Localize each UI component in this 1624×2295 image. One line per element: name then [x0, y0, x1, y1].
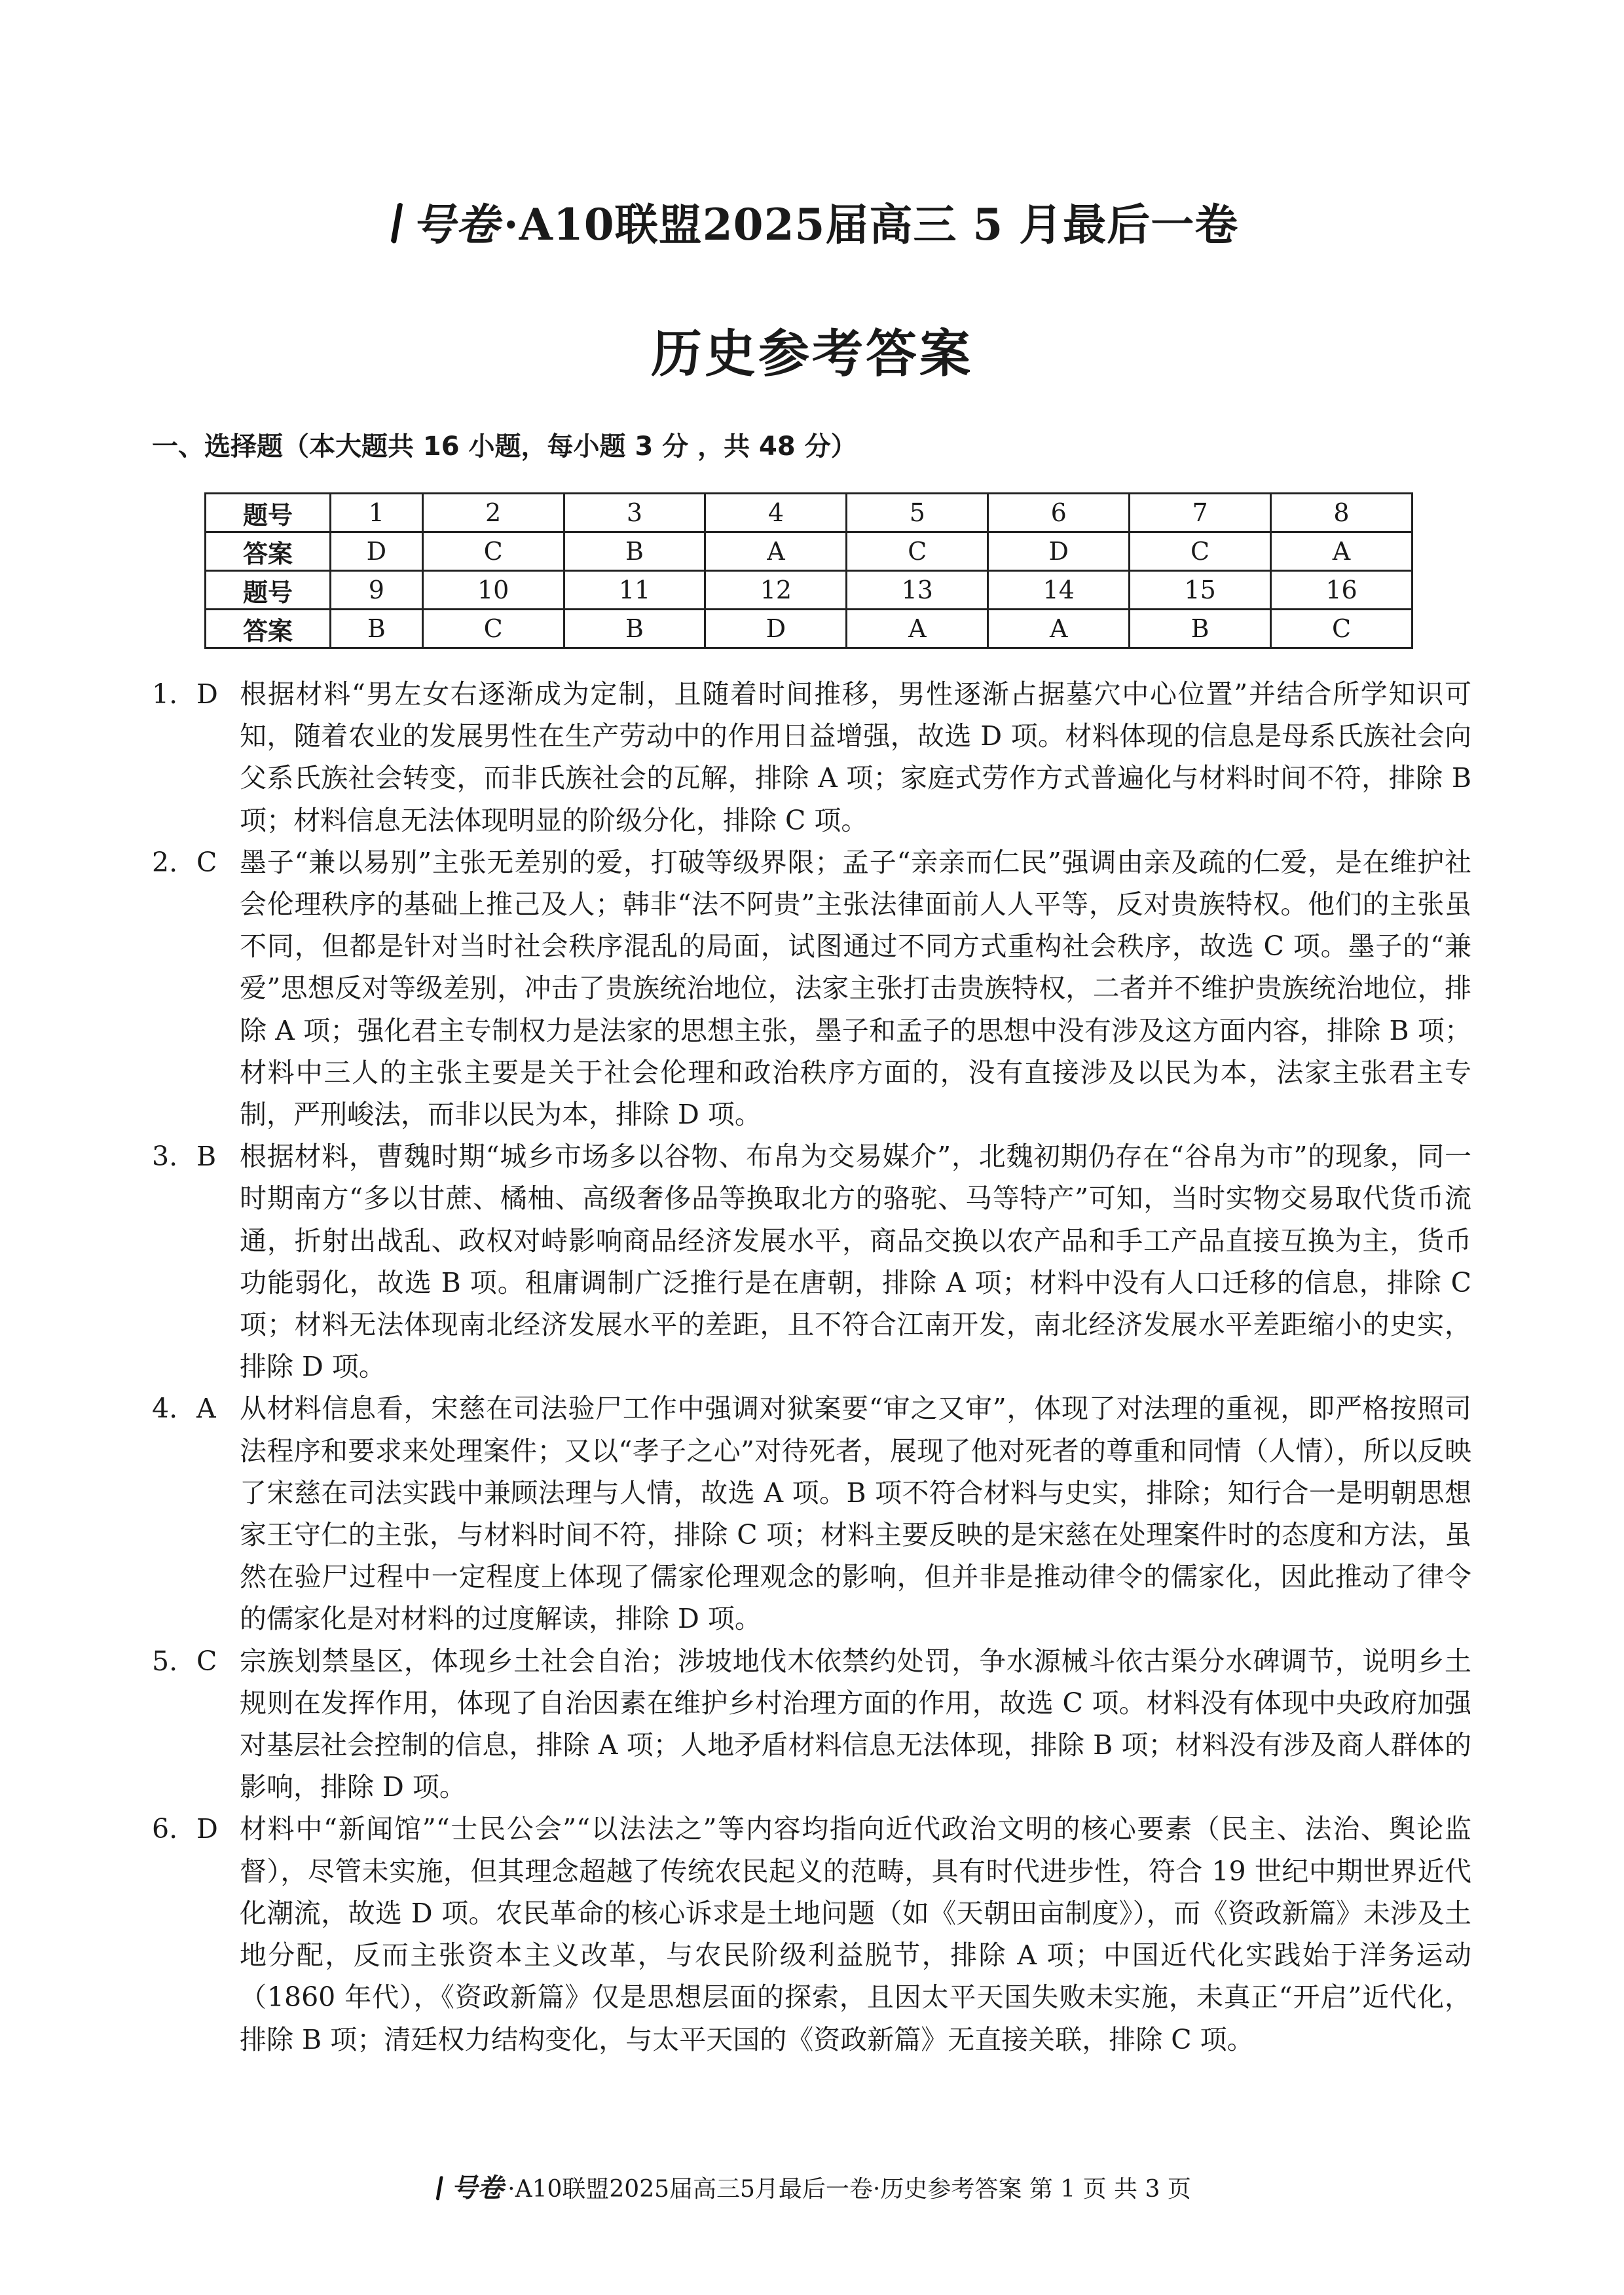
answer-cell: D — [331, 532, 423, 571]
explanation-text: 根据材料“男左女右逐渐成为定制，且随着时间推移，男性逐渐占据墓穴中心位置”并结合所学知识可知，随着农业的发展男性在生产劳动中的作用日益增强，故选 D 项。材料体现的信息是母系氏族社会向父系氏族社会转变，而非氏族社会的瓦解，排除 A 项；家庭式劳作方式普遍化与材料时间不符，排除 B 项；材料信息无法体现明显的阶级分化，排除 C 项。 — [240, 678, 1471, 836]
question-number: 5. — [152, 1645, 178, 1677]
question-number: 3. — [152, 1141, 178, 1173]
explanation-item — [152, 673, 1471, 841]
answer-cell: C — [1130, 532, 1271, 571]
explanation-text: 从材料信息看，宋慈在司法验尸工作中强调对狱案要“审之又审”，体现了对法理的重视，即严格按照司法程序和要求来处理案件；又以“孝子之心”对待死者，展现了他对死者的尊重和同情（人情），所以反映了宋慈在司法实践中兼顾法理与人情，故选 A 项。B 项不符合材料与史实，排除；知行合一是明朝思想家王守仁的主张，与材料时间不符，排除 C 项；材料主要反映的是宋慈在处理案件时的态度和方法，虽然在验尸过程中一定程度上体现了儒家伦理观念的影响，但并非是推动律令的儒家化，因此推动了律令的儒家化是对材料的过度解读，排除 D 项。 — [240, 1393, 1471, 1635]
document-title: 历史参考答案 — [650, 324, 973, 384]
explanation-text: 宗族划禁垦区，体现乡土社会自治；涉坡地伐木依禁约处罚，争水源械斗依古渠分水碑调节，说明乡土规则在发挥作用，体现了自治因素在维护乡村治理方面的作用，故选 C 项。材料没有体现中央政府加强对基层社会控制的信息，排除 A 项；人地矛盾材料信息无法体现，排除 B 项；材料没有涉及商人群体的影响，排除 D 项。 — [240, 1645, 1471, 1803]
brand-name: 号卷 — [411, 199, 500, 250]
question-number-cell: 9 — [331, 571, 423, 610]
page-footer — [0, 2167, 1624, 2208]
answer-cell: D — [988, 532, 1130, 571]
question-number-cell: 6 — [988, 494, 1130, 532]
question-number-cell: 2 — [422, 494, 564, 532]
answer-cell: A — [1271, 532, 1412, 571]
table-row-numbers-1 — [206, 494, 1412, 532]
question-number-cell: 13 — [847, 571, 988, 610]
question-number-cell: 3 — [564, 494, 705, 532]
answer-cell: D — [705, 610, 847, 648]
brand-logo-icon — [386, 200, 405, 257]
answer-cell: A — [988, 610, 1130, 648]
row-header-question: 题号 — [206, 571, 331, 610]
answer-cell: B — [331, 610, 423, 648]
explanation-text: 根据材料，曹魏时期“城乡市场多以谷物、布帛为交易媒介”，北魏初期仍存在“谷帛为市”的现象，同一时期南方“多以甘蔗、橘柚、高级奢侈品等换取北方的骆驼、马等特产”可知，当时实物交易取代货币流通，折射出战乱、政权对峙影响商品经济发展水平，商品交换以农产品和手工产品直接互换为主，货币功能弱化，故选 B 项。租庸调制广泛推行是在唐朝，排除 A 项；材料中没有人口迁移的信息，排除 C 项；材料无法体现南北经济发展水平的差距，且不符合江南开发，南北经济发展水平差距缩小的史实，排除 D 项。 — [240, 1141, 1471, 1383]
explanation-item — [152, 1387, 1471, 1640]
section-heading: 一、选择题（本大题共 16 小题，每小题 3 分 ，共 48 分） — [152, 431, 857, 462]
answer-cell: C — [847, 532, 988, 571]
explanation-item — [152, 1808, 1471, 2060]
answer-cell: B — [564, 532, 705, 571]
footer-text: ·A10联盟2025届高三5月最后一卷·历史参考答案 第 1 页 共 3 页 — [507, 2176, 1191, 2203]
question-number-cell: 12 — [705, 571, 847, 610]
question-answer: D — [196, 1813, 218, 1845]
table-row-answers-2 — [206, 610, 1412, 648]
question-answer: C — [196, 846, 217, 878]
question-number-cell: 10 — [422, 571, 564, 610]
explanation-item — [152, 1135, 1471, 1387]
question-answer: B — [196, 1141, 217, 1173]
question-number-cell: 7 — [1130, 494, 1271, 532]
question-answer: A — [196, 1393, 216, 1425]
footer-brand-name: 号卷 — [451, 2173, 504, 2203]
answer-cell: B — [564, 610, 705, 648]
brand-logo-icon — [433, 2175, 445, 2208]
row-header-answer: 答案 — [206, 610, 331, 648]
question-answer: D — [196, 678, 218, 710]
header-title: ·A10联盟2025届高三 5 月最后一卷 — [503, 199, 1239, 250]
question-number-cell: 11 — [564, 571, 705, 610]
explanations-list — [152, 673, 1471, 2061]
explanation-text: 墨子“兼以易别”主张无差别的爱，打破等级界限；孟子“亲亲而仁民”强调由亲及疏的仁爱，是在维护社会伦理秩序的基础上推己及人；韩非“法不阿贵”主张法律面前人人平等，反对贵族特权。他们的主张虽不同，但都是针对当时社会秩序混乱的局面，试图通过不同方式重构社会秩序，故选 C 项。墨子的“兼爱”思想反对等级差别，冲击了贵族统治地位，法家主张打击贵族特权，二者并不维护贵族统治地位，排除 A 项；强化君主专制权力是法家的思想主张，墨子和孟子的思想中没有涉及这方面内容，排除 B 项；材料中三人的主张主要是关于社会伦理和政治秩序方面的，没有直接涉及以民为本，法家主张君主专制，严刑峻法，而非以民为本，排除 D 项。 — [240, 846, 1471, 1131]
table-row-answers-1 — [206, 532, 1412, 571]
row-header-answer: 答案 — [206, 532, 331, 571]
answer-cell: A — [847, 610, 988, 648]
answer-cell: C — [422, 610, 564, 648]
question-number-cell: 8 — [1271, 494, 1412, 532]
explanation-text: 材料中“新闻馆”“士民公会”“以法法之”等内容均指向近代政治文明的核心要素（民主、法治、舆论监督），尽管未实施，但其理念超越了传统农民起义的范畴，具有时代进步性，符合 19 世纪中期世界近代化潮流，故选 D 项。农民革命的核心诉求是土地问题（如《天朝田亩制度》），而《资政新篇》未涉及土地分配，反而主张资本主义改革，与农民阶级利益脱节，排除 A 项；中国近代化实践始于洋务运动（1860 年代），《资政新篇》仅是思想层面的探索，且因太平天国失败未实施，未真正“开启”近代化，排除 B 项；清廷权力结构变化，与太平天国的《资政新篇》无直接关联，排除 C 项。 — [240, 1813, 1471, 2055]
explanation-item — [152, 841, 1471, 1135]
answer-table — [204, 492, 1413, 649]
question-number: 2. — [152, 846, 178, 878]
question-number-cell: 15 — [1130, 571, 1271, 610]
table-row-numbers-2 — [206, 571, 1412, 610]
question-number: 6. — [152, 1813, 178, 1845]
question-number-cell: 1 — [331, 494, 423, 532]
question-number: 4. — [152, 1393, 178, 1425]
question-number-cell: 16 — [1271, 571, 1412, 610]
question-number: 1. — [152, 678, 178, 710]
question-number-cell: 14 — [988, 571, 1130, 610]
answer-cell: A — [705, 532, 847, 571]
page-header — [0, 190, 1624, 257]
answer-cell: B — [1130, 610, 1271, 648]
question-answer: C — [196, 1645, 217, 1677]
explanation-item — [152, 1640, 1471, 1808]
answer-cell: C — [1271, 610, 1412, 648]
row-header-question: 题号 — [206, 494, 331, 532]
answer-cell: C — [422, 532, 564, 571]
question-number-cell: 5 — [847, 494, 988, 532]
question-number-cell: 4 — [705, 494, 847, 532]
